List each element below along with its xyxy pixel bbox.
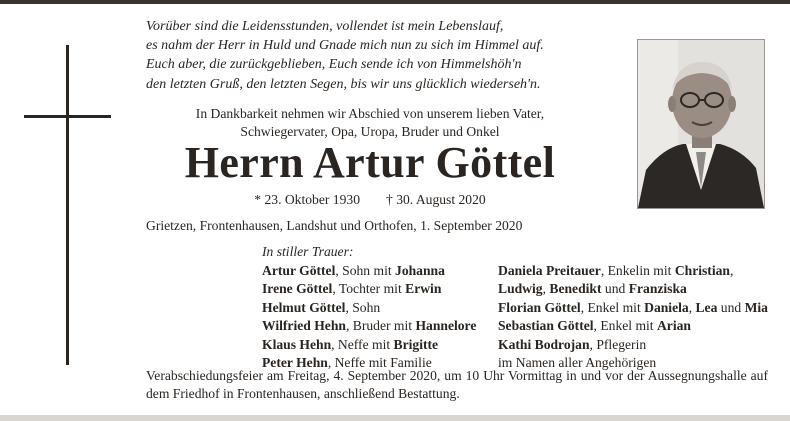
mourner-name: Arian <box>656 318 691 334</box>
mourner-relation: , Enkelin mit <box>600 263 675 278</box>
mourner-name: Lea <box>695 299 718 315</box>
mourner-entry <box>262 280 476 298</box>
mourner-relation: , Pflegerin <box>589 336 647 352</box>
mourner-name: Franziska <box>628 281 687 297</box>
mourner-name: Brigitte <box>393 336 439 352</box>
mourner-relation: , <box>729 263 734 278</box>
mourner-entry <box>498 280 768 298</box>
portrait-photo <box>637 39 765 209</box>
mourner-relation: und <box>601 281 629 297</box>
mourner-relation: , <box>542 281 550 297</box>
death-date: † 30. August 2020 <box>386 192 486 207</box>
mourner-entry <box>262 299 476 317</box>
top-border <box>0 0 790 4</box>
mourning-label: In stiller Trauer: <box>262 244 354 259</box>
mourner-name: Daniela <box>644 299 689 315</box>
poem-line: Euch aber, die zurückgeblieben, Euch sende ich von Himmelshöh'n <box>146 57 522 73</box>
intro-line: In Dankbarkeit nehmen wir Abschied von unserem lieben Vater, <box>195 106 545 121</box>
mourner-name: Ludwig <box>498 281 543 297</box>
mourner-entry <box>262 336 476 354</box>
funeral-info-line: Verabschiedungsfeier am Freitag, 4. September 2020, um 10 Uhr Vormittag in und vor der Aussegnungshalle auf <box>146 368 768 383</box>
mourner-entry <box>498 317 768 335</box>
mourner-relation: , Sohn <box>345 299 381 315</box>
poem-line: es nahm der Herr in Huld und Gnade mich nun zu sich im Himmel auf. <box>146 38 544 54</box>
mourner-entry <box>498 336 768 354</box>
life-dates <box>170 192 570 208</box>
portrait-image <box>638 40 764 208</box>
mourner-name: Artur Göttel <box>262 263 336 278</box>
poem-line: den letzten Gruß, den letzten Segen, bis wir uns glücklich wiederseh'n. <box>146 76 541 92</box>
mourner-entry <box>262 317 476 335</box>
mourner-name: Helmut Göttel <box>262 299 346 315</box>
mourner-name: Johanna <box>395 263 445 278</box>
birth-date: * 23. Oktober 1930 <box>254 192 360 207</box>
mourner-name: Irene Göttel <box>262 281 333 297</box>
mourner-relation: , Neffe mit Familie <box>327 355 432 371</box>
deceased-name: Herrn Artur Göttel <box>184 138 556 187</box>
mourner-name: Wilfried Hehn <box>262 318 346 334</box>
mourner-relation: , Enkel mit <box>580 299 645 315</box>
mourner-entry <box>262 262 476 280</box>
mourner-relation: , <box>688 299 696 315</box>
mourner-relation: im Namen aller Angehörigen <box>498 355 657 371</box>
mourner-relation: und <box>717 299 745 315</box>
intro-line: Schwiegervater, Opa, Uropa, Bruder und Onkel <box>240 124 500 139</box>
mourner-entry <box>498 262 768 280</box>
cross-horizontal-bar <box>24 115 111 118</box>
mourners-right-column <box>498 262 768 372</box>
mourner-relation: , Neffe mit <box>331 336 394 352</box>
mourner-entry <box>498 299 768 317</box>
mourner-name: Hannelore <box>415 318 477 334</box>
mourner-name: Erwin <box>405 281 442 297</box>
funeral-info <box>146 367 768 403</box>
mourner-name: Christian <box>674 263 730 278</box>
mourner-relation: , Sohn mit <box>335 263 396 278</box>
mourner-relation: , Enkel mit <box>593 318 657 334</box>
cross-vertical-bar <box>66 45 69 365</box>
mourner-relation: , Bruder mit <box>345 318 416 334</box>
mourner-name: Peter Hehn <box>262 355 328 371</box>
mourner-name: Benedikt <box>549 281 602 297</box>
intro-text <box>170 105 570 141</box>
mourner-name: Sebastian Göttel <box>498 318 594 334</box>
mourner-name: Daniela Preitauer <box>498 263 601 278</box>
mourner-name: Mia <box>744 299 768 315</box>
poem-line: Vorüber sind die Leidensstunden, vollendet ist mein Lebenslauf, <box>146 19 504 34</box>
mourners-left-column <box>262 262 476 372</box>
mourner-name: Florian Göttel <box>498 299 581 315</box>
place-and-date: Grietzen, Frontenhausen, Landshut und Orthofen, 1. September 2020 <box>146 218 523 233</box>
mourner-name: Klaus Hehn <box>262 336 332 352</box>
mourner-relation: , Tochter mit <box>332 281 406 297</box>
funeral-info-line: dem Friedhof in Frontenhausen, anschließend Bestattung. <box>146 386 460 401</box>
bottom-border <box>0 415 790 421</box>
poem <box>146 17 616 94</box>
mourner-name: Kathi Bodrojan <box>498 336 590 352</box>
